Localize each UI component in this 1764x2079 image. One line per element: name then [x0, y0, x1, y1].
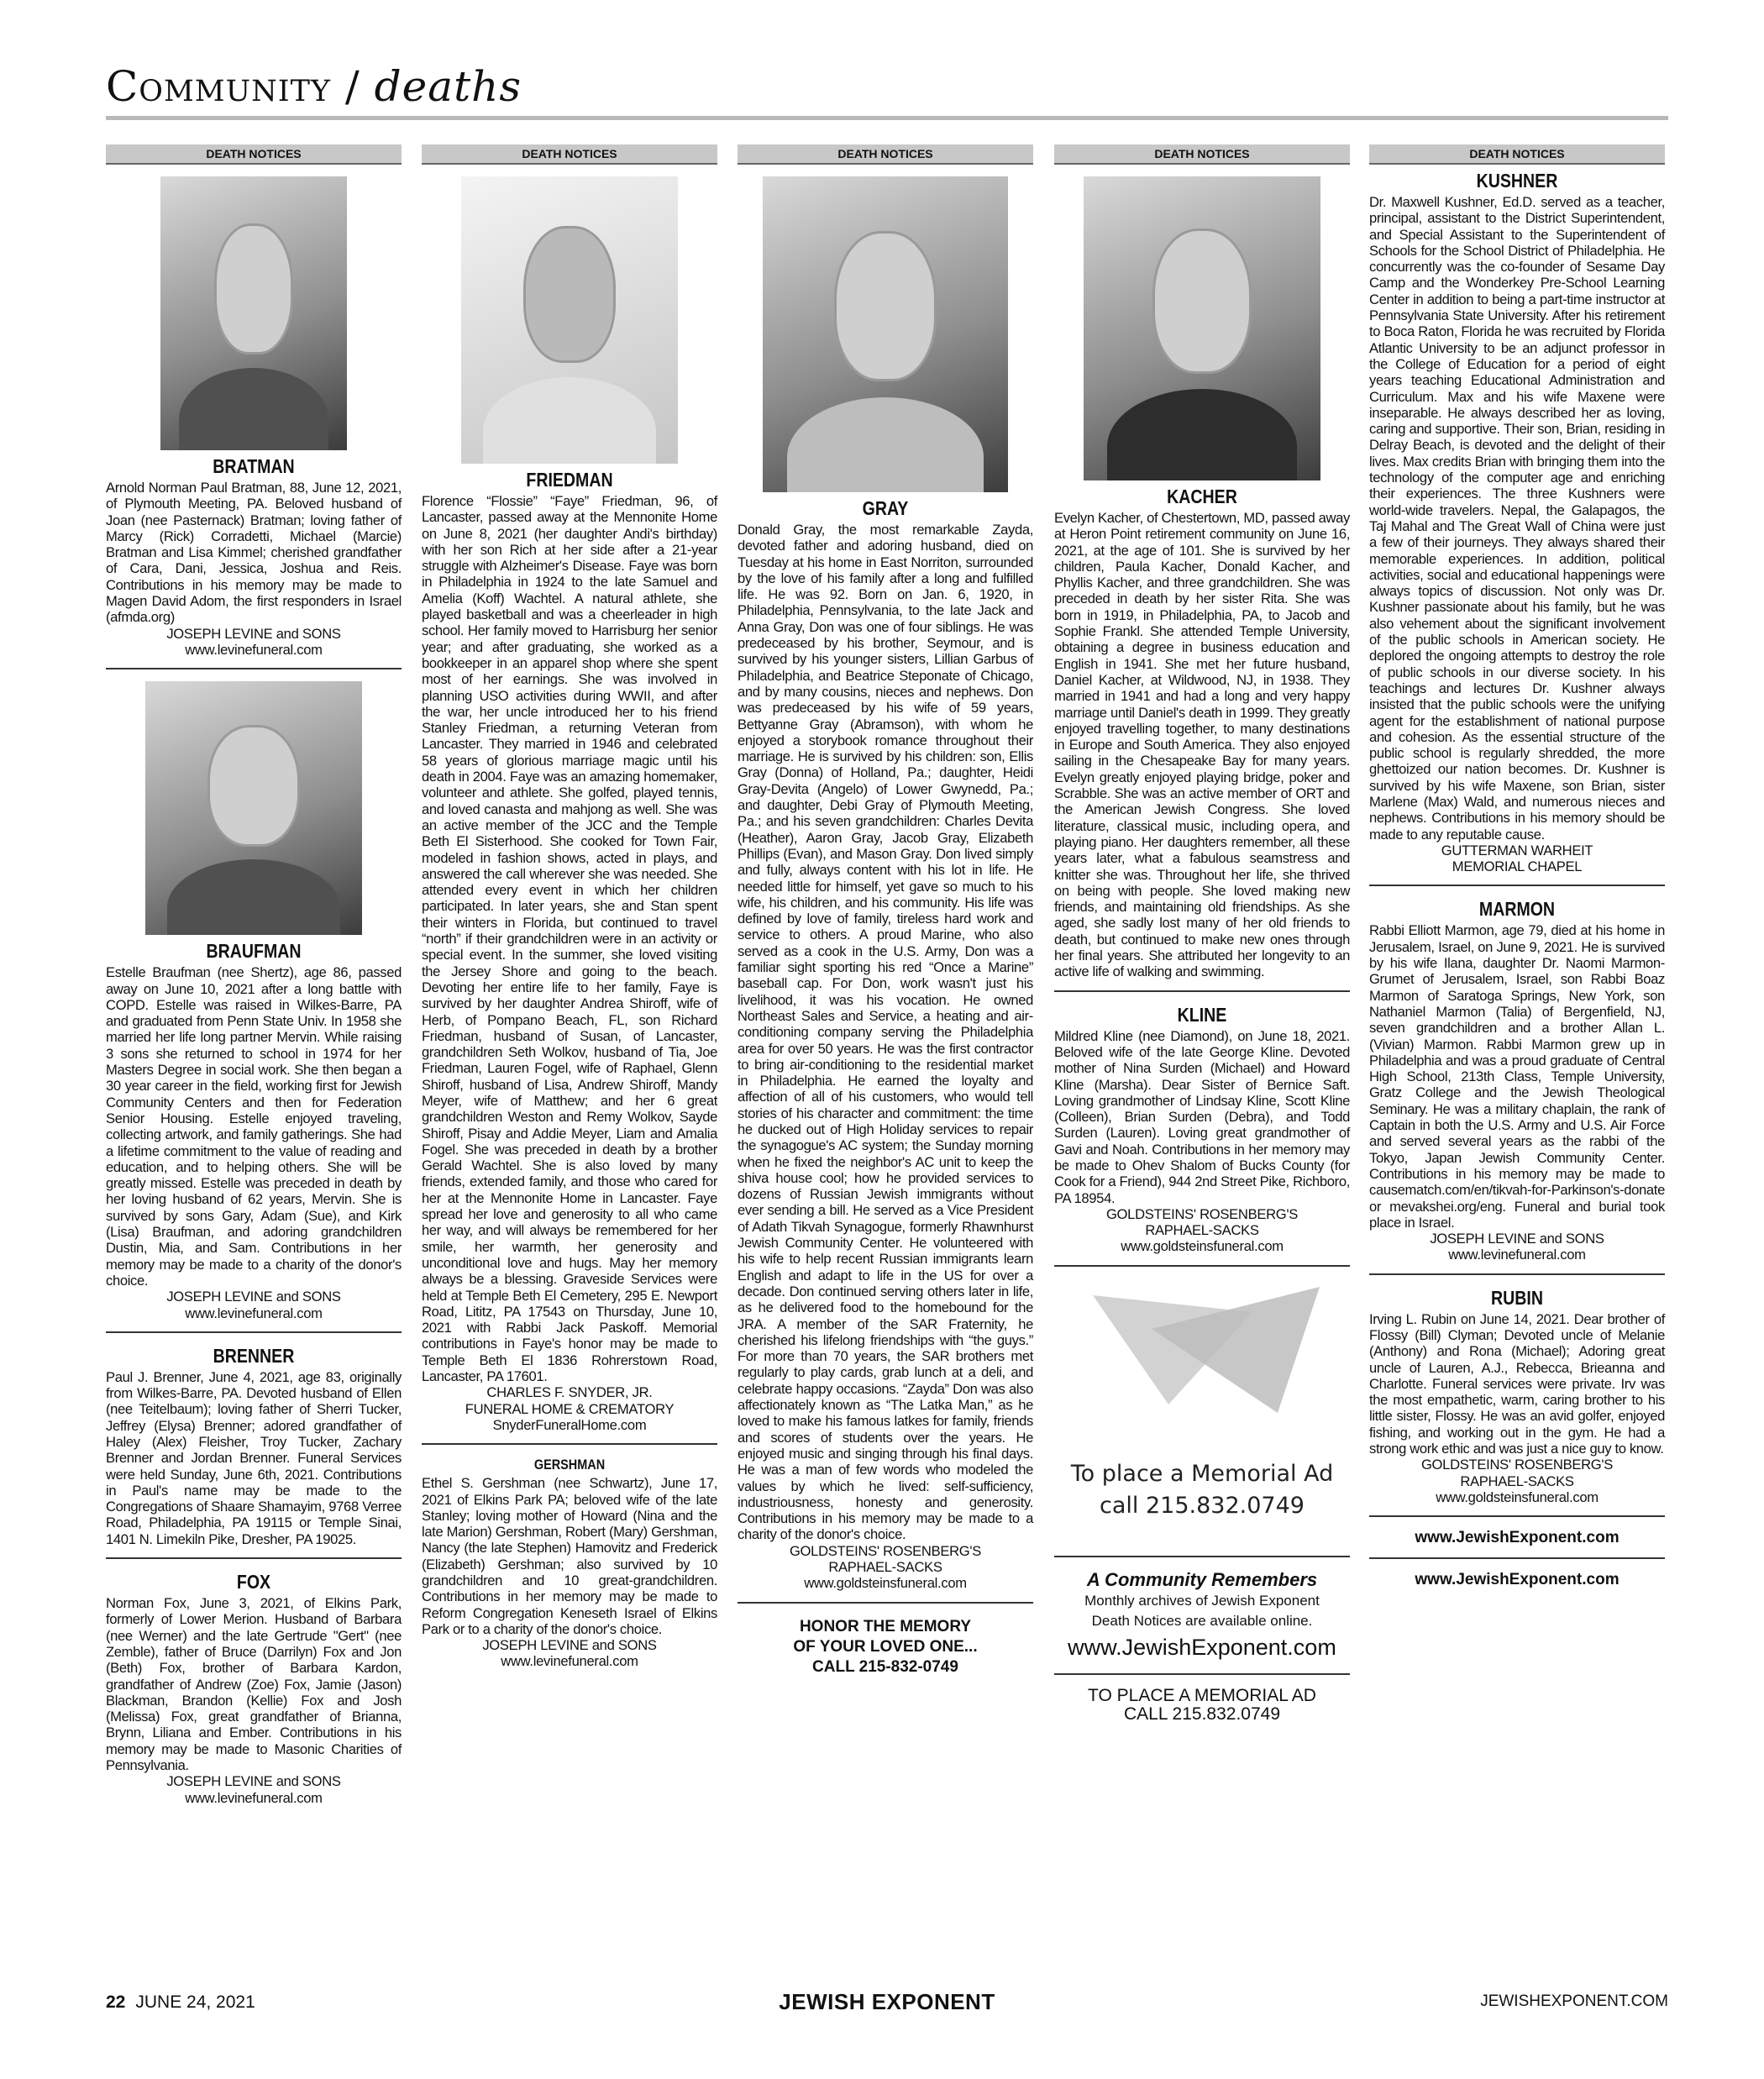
bratman-photo	[160, 176, 347, 450]
gray-photo	[763, 176, 1008, 492]
notice-text: Paul J. Brenner, June 4, 2021, age 83, originally from Wilkes-Barre, PA. Devoted husband of Ellen (nee Teitelbaum); loving father of Sherri Tucker, Jeffrey (Elysa) Brenner; adored grandfather of Haley (Alex) Fleisher, Troy Tucker, Zachary Brenner and Jordan Brenner. Funeral Services were held Sunday, June 6th, 2021. Contributions in Paul's name may be made to the Congregations of Shaare Shamayim, 9768 Verree Road, Philadelphia, PA 19115 or Temple Sinai, 1401 N. Limekiln Pike, Dresher, PA 19025.	[106, 1368, 402, 1547]
funeral-website[interactable]: www.levinefuneral.com	[185, 641, 323, 658]
notice-name: BRAUFMAN	[206, 940, 302, 963]
footer-site[interactable]: JEWISHEXPONENT.COM	[1480, 1992, 1668, 2010]
memorial-ad	[1054, 1458, 1350, 1522]
notice-name: KUSHNER	[1476, 170, 1558, 192]
funeral-home: JOSEPH LEVINE and SONS	[1430, 1231, 1604, 1247]
column-2	[422, 144, 717, 1670]
memorial-ad-line: To place a Memorial Ad	[1070, 1460, 1334, 1487]
section-subtitle: deaths	[374, 62, 522, 111]
funeral-home: GUTTERMAN WARHEIT	[1441, 842, 1593, 858]
notice-name: RUBIN	[1491, 1286, 1543, 1309]
funeral-home-line2: RAPHAEL-SACKS	[1145, 1222, 1259, 1239]
funeral-home: GOLDSTEINS' ROSENBERG'S	[1105, 1205, 1299, 1222]
column-label: DEATH NOTICES	[422, 144, 717, 165]
funeral-home-line2: MEMORIAL CHAPEL	[1452, 858, 1583, 875]
exponent-url[interactable]: www.JewishExponent.com	[1415, 1529, 1620, 1547]
funeral-website[interactable]: SnyderFuneralHome.com	[492, 1416, 647, 1433]
column-4	[1054, 144, 1350, 1724]
header-rule	[106, 116, 1668, 120]
memorial-ad-phone: call 215.832.0749	[1100, 1492, 1305, 1519]
page-footer	[106, 1989, 1668, 2018]
funeral-website[interactable]: www.goldsteinsfuneral.com	[1121, 1238, 1284, 1255]
masthead: JEWISH EXPONENT	[779, 1989, 995, 2014]
funeral-home-line2: RAPHAEL-SACKS	[1460, 1473, 1574, 1489]
community-remembers-url[interactable]: www.JewishExponent.com	[1068, 1634, 1336, 1660]
honor-line: HONOR THE MEMORY	[799, 1617, 972, 1635]
column-5	[1369, 144, 1665, 1589]
funeral-website[interactable]: www.levinefuneral.com	[1448, 1247, 1586, 1263]
funeral-website[interactable]: www.levinefuneral.com	[185, 1789, 323, 1806]
small-ad-line: TO PLACE A MEMORIAL AD	[1088, 1685, 1316, 1705]
column-1	[106, 144, 402, 1806]
notice-text: Evelyn Kacher, of Chestertown, MD, passed away at Heron Point retirement community on June 16, 2021, at the age of 101. She is survived by her children, Paula Kacher, Donald Kacher, and Phyllis Kacher, and three grandchildren. She was preceded in death by her sister Rita. She was born in 1919, in Philadelphia, PA, to Jacob and Sophie Frankl. She attended Temple University, obtaining a degree in business education and English in 1941. She met her future husband, Daniel Kacher, at Wildwood, NJ, in 1938. They married in 1941 and had a long and very happy marriage until Daniel's death in 1999. They greatly enjoyed travelling together, to many destinations in Europe and South America. They also enjoyed sailing in the Chesapeake Bay for many years. Evelyn greatly enjoyed playing bridge, poker and Scrabble. She was an active member of ORT and the American Jewish Congress. She loved literature, classical music, including opera, and playing piano. Her daughters remember, all these years later, what a fabulous seamstress and knitter she was. Throughout her life, she thrived on being with people. She loved making new friends, and maintaining old friendships. As she aged, she sadly lost many of her old friends to death, but continued to make new ones through her final years. She attributed her longevity to an active life of walking and swimming.	[1054, 510, 1350, 980]
star-of-david-icon	[1076, 1278, 1328, 1421]
honor-phone: CALL 215-832-0749	[812, 1657, 958, 1676]
notice-text: Irving L. Rubin on June 14, 2021. Dear brother of Flossy (Bill) Clyman; Devoted uncle of Melanie (Anthony) and Rona (Michael); Adoring great uncle of Lauren, A.J., Rebecca, Brieanna and Charlotte. Funeral services were private. Irv was the most empathetic, warm, caring brother to his little sister, Flossy. He was an avid golfer, enjoyed fishing, and working out in the gym. He had a strong work ethic and was just a nice guy to know.	[1369, 1310, 1665, 1457]
notice-name: KACHER	[1167, 486, 1237, 507]
kacher-photo	[1084, 176, 1320, 480]
community-remembers-line: Monthly archives of Jewish Exponent	[1084, 1592, 1320, 1609]
column-label: DEATH NOTICES	[1054, 144, 1350, 165]
funeral-website[interactable]: www.levinefuneral.com	[185, 1305, 323, 1321]
notice-name: GERSHMAN	[533, 1457, 606, 1473]
notice-text: Arnold Norman Paul Bratman, 88, June 12, 2021, of Plymouth Meeting, PA. Beloved husband of Joan (nee Pasternack) Bratman; loving father of Marcy (Rick) Corradetti, Michael (Marcie) Bratman and Lisa Kimmel; cherished grandfather of Cara, Dani, Jessica, Joshua and Reis. Contributions in his memory may be made to Magen David Adom, the first responders in Israel (afmda.org)	[106, 480, 402, 626]
funeral-home-line2: RAPHAEL-SACKS	[828, 1559, 942, 1575]
notice-name: MARMON	[1478, 898, 1556, 921]
honor-line: OF YOUR LOVED ONE...	[793, 1637, 978, 1656]
notice-text: Rabbi Elliott Marmon, age 79, died at his home in Jerusalem, Israel, on June 9, 2021. He is survived by his wife Ilana, daughter Dr. Naomi Marmon-Grumet of Jerusalem, Israel, son Rabbi Boaz Marmon of Saratoga Springs, New York, son Nathaniel Marmon (Talia) of Bergenfield, NJ, seven grandchildren and a brother Allan L. (Vivian) Marmon. Rabbi Marmon grew up in Philadelphia and was a proud graduate of Central High School, 213th Class, Temple University, Gratz College and the Jewish Theological Seminary. He was a military chaplain, the rank of Captain in both the U.S. Army and U.S. Air Force and served several years as the rabbi of the Tokyo, Japan Jewish Community Center. Contributions in his memory may be made to causematch.com/en/tikvah-for-Parkinson's-donate or mevakshei.org/eng. Funeral and burial took place in Israel.	[1369, 922, 1665, 1231]
funeral-home: JOSEPH LEVINE and SONS	[166, 1289, 341, 1305]
notice-name: FRIEDMAN	[526, 469, 613, 491]
notice-name: BRATMAN	[213, 455, 295, 477]
notice-text: Ethel S. Gershman (nee Schwartz), June 17, 2021 of Elkins Park PA; beloved wife of the late Stanley; loving mother of Howard (Nina and the late Marion) Gershman, Robert (Mary) Gershman, Nancy (the late Stephen) Hamovitz and Frederick (Elizabeth) Gershman; also survived by 10 grandchildren and 10 great-grandchildren. Contributions in her memory may be made to Reform Congregation Keneseth Israel of Elkins Park or to a charity of the donor's choice.	[422, 1475, 717, 1637]
funeral-home: CHARLES F. SNYDER, JR.	[486, 1384, 653, 1401]
funeral-home-line2: FUNERAL HOME & CREMATORY	[465, 1400, 675, 1417]
notice-name: KLINE	[1177, 1003, 1227, 1026]
funeral-home: JOSEPH LEVINE and SONS	[482, 1637, 657, 1654]
funeral-home: GOLDSTEINS' ROSENBERG'S	[1420, 1457, 1614, 1473]
community-remembers-line: Death Notices are available online.	[1091, 1612, 1313, 1629]
community-remembers-title: A Community Remembers	[1086, 1568, 1318, 1590]
notice-text: Dr. Maxwell Kushner, Ed.D. served as a teacher, principal, assistant to the District Superintendent, and Special Assistant to the Superintendent of Schools for the School District of Philadelphia. He concurrently was the co-founder of Sesame Day Camp and the Wonderkey Pre-School Learning Center in addition to being a part-time instructor at Pennsylvania State University. After his retirement to Boca Raton, Florida he was recruited by Florida Atlantic University to be an adjunct professor in the College of Education for a period of eight years teaching Educational Administration and Curriculum. Max and his wife Maxene were inseparable. He always described her as loving, caring and supportive. Their son, Brian, residing in Delray Beach, is devoted and the delight of their lives. Max credits Brian with bringing them into the technology of the computer age and enriching their experiences. The three Kushners were world-wide travelers. Nepal, the Galapagos, the Taj Mahal and The Great Wall of China were just a few of their journeys. They always shared their memorable experiences. In addition, political activities, social and educational happenings were always topics of discussion. Not only was Dr. Kushner passionate about his family, but he was also vehement about the significant involvement of the public schools in American society. He deplored the ongoing attempts to destroy the role of public schools in our diverse society. In his teachings and lectures Dr. Kushner always insisted that the public schools were the unifying agent for the establishment of national purpose and cohesion. As the essential structure of the public school is regularly shredded, the more ghettoized our nation becomes. Dr. Kushner is survived by his wife Maxene, son Brian, sister Marlene (Max) Wald, and numerous nieces and nephews. Contributions in his memory should be made to any reputable cause.	[1369, 194, 1665, 843]
page-header	[106, 62, 522, 111]
section-divider: /	[331, 62, 375, 111]
notice-text: Donald Gray, the most remarkable Zayda, devoted father and adoring husband, died on Tuesday at his home in East Norriton, surrounded by the love of his family after a long and fulfilled life. He was 92. Born on Jan. 6, 1920, in Philadelphia, Pennsylvania, to the late Jack and Anna Gray, Don was one of four siblings. He was predeceased by his brother, Seymour, and is survived by his younger sisters, Lillian Garbus of Philadelphia, and Beatrice Steponate of Chicago, and by many cousins, nieces and nephews. Don was predeceased by his wife of 59 years, Bettyanne Gray (Abramson), with whom he enjoyed a storybook romance throughout their marriage. He is survived by his children: son, Ellis Gray (Donna) of Holland, Pa.; daughter, Heidi Gray-Devita (Angelo) of Lower Gwynedd, Pa.; and daughter, Debi Gray of Plymouth Meeting, Pa.; and his seven grandchildren: Charles Devita (Heather), Aaron Gray, Jacob Gray, Elizabeth Phillips (Evan), and Mason Gray. Don lived simply and fully, always content with his lot in life. He needed little for himself, yet gave so much to his wife, his children, and his community. His life was defined by love of family, tireless hard work and service to others. A proud Marine, who also served as a cook in the U.S. Army, Don was a familiar sight sporting his red “Once a Marine” baseball cap. For Don, work wasn't just his livelihood, it was his vocation. He owned Northeast Sales and Service, a heating and air-conditioning company serving the Philadelphia area for over 50 years. He was the first contractor to bring air-conditioning to the residential market in Philadelphia. He earned the loyalty and affection of all of his customers, who would tell stories of his character and commitment: the time he ducked out of High Holiday services to repair the synagogue's AC system; the Sunday morning when he fixed the neighbor's AC unit to keep the shiva house cool; how he provided services to dozens of Russian Jewish immigrants without ever sending a bill. He served as a Vice President of Adath Tikvah Synagogue, formerly Rhawnhurst Jewish Community Center. He volunteered with his wife to help recent Russian immigrants learn English and adapt to life in the US for over a decade. Don continued serving others later in life, as he delivered food to the homebound for the JRA. A member of the SAR Fraternity, he cherished his lifelong friendships with “the guys.” For more than 70 years, the SAR brothers met regularly to play cards, grab lunch at a deli, and celebrate happy occasions. “Zayda” Don was also affectionately known as “The Latka Man,” as he loved to make his famous latkes for family, friends and scores of students over the years. He enjoyed music and singing through his final days. He was a man of few words who modeled the values by which he lived: self-sufficiency, industriousness, honesty and generosity. Contributions in his memory may be made to a charity of the donor's choice.	[738, 522, 1033, 1543]
notice-name: BRENNER	[213, 1344, 295, 1367]
notice-name: GRAY	[862, 497, 909, 519]
braufman-photo	[145, 681, 362, 935]
notice-name: FOX	[236, 1571, 271, 1593]
notice-text: Florence “Flossie” “Faye” Friedman, 96, of Lancaster, passed away at the Mennonite Home on June 8, 2021 (her daughter Andi's birthday) with her son Rich at her side after a 21-year struggle with Alzheimer's Disease. Faye was born in Philadelphia in 1924 to the late Samuel and Amelia (Koff) Wachtel. A natural athlete, she played basketball and was a cheerleader in high school. Her family moved to Harrisburg her senior year; and after graduating, she worked as a bookkeeper in an apparel shop where she spent most of her earnings. She was involved in planning USO activities during WWII, and after the war, her uncle introduced her to his friend Stanley Friedman, a returning Veteran from Lancaster. They married in 1946 and celebrated 58 years of glorious marriage magic until his death in 2004. Faye was an amazing homemaker, volunteer and athlete. She golfed, played tennis, and loved canasta and mahjong as well. She was an active member of the JCC and the Temple Beth El Sisterhood. She cooked for Town Fair, modeled in fashion shows, acted in plays, and answered the call wherever she was needed. She attended every event in which her children participated. In later years, she and Stan spent their winters in Florida, but continued to travel “north” if their grandchildren were in an activity or special event. In the summer, she loved visiting the Jersey Shore and going to the beach. Devoting her entire life to her family, Faye is survived by her daughter Andrea Shiroff, wife of Herb, of Pompano Beach, FL, son Richard Friedman, husband of Susan, of Lancaster, grandchildren Seth Wolkov, husband of Tia, Joe Friedman, Lauren Fogel, wife of Raphael, Glenn Shiroff, husband of Lisa, Andrew Shiroff, Mandy Meyer, wife of Matthew; and her 6 great grandchildren Weston and Remy Wolkov, Sayde Shiroff, Pisay and Addie Meyer, Liam and Amalia Fogel. She was preceded in death by a brother Gerald Wachtel. She is also loved by many friends, extended family, and those who cared for her at the Mennonite Home in Lancaster. Faye spread her love and generosity to all who came her way, and will always be remembered for her smile, her warmth, her generosity and unconditional love and hugs. May her memory always be a blessing. Graveside Services were held at Temple Beth El Cemetery, 295 E. Newport Road, Lititz, PA 17543 on Thursday, June 10, 2021 with Rabbi Jack Paskoff. Memorial contributions in Faye's honor may be made to Temple Beth El 1836 Rohrerstown Road, Lancaster, PA 17601.	[422, 493, 717, 1385]
honor-memory-ad	[738, 1617, 1033, 1677]
friedman-photo	[461, 176, 678, 464]
section-title	[106, 62, 522, 111]
funeral-website[interactable]: www.goldsteinsfuneral.com	[804, 1575, 967, 1592]
small-memorial-ad	[1054, 1687, 1350, 1724]
column-label: DEATH NOTICES	[738, 144, 1033, 165]
column-label: DEATH NOTICES	[1369, 144, 1665, 165]
section-name: Community	[106, 62, 332, 111]
issue-date: JUNE 24, 2021	[135, 1992, 255, 2012]
page-number: 22	[106, 1992, 126, 2012]
notice-text: Norman Fox, June 3, 2021, of Elkins Park, formerly of Lower Merion. Husband of Barbara (nee Werner) and the late Gertrude "Gert" (nee Zemble), father of Bruce (Darrilyn) Fox and Jon (Beth) Fox, brother of Barbara Kardon, grandfather of Andrew (Zoe) Fox, Jamie (Jason) Blackman, Brandon (Kellie) Fox and Josh (Melissa) Fox, great grandfather of Brianna, Brynn, Liliana and Ember. Contributions in his memory may be made to Masonic Charities of Pennsylvania.	[106, 1595, 402, 1774]
funeral-home: JOSEPH LEVINE and SONS	[166, 1773, 341, 1790]
funeral-home: JOSEPH LEVINE and SONS	[166, 625, 341, 642]
exponent-url[interactable]: www.JewishExponent.com	[1415, 1571, 1620, 1589]
funeral-website[interactable]: www.levinefuneral.com	[501, 1653, 638, 1670]
community-remembers	[1054, 1569, 1350, 1663]
funeral-website[interactable]: www.goldsteinsfuneral.com	[1436, 1488, 1599, 1505]
column-3	[738, 144, 1033, 1677]
notice-text: Mildred Kline (nee Diamond), on June 18, 2021. Beloved wife of the late George Kline. Devoted mother of Nina Surden (Michael) and Howard Kline (Marsha). Dear Sister of Bernice Saft. Loving grandmother of Lindsay Kline, Scott Kline (Colleen), Brian Surden (Debra), and Todd Surden (Lauren). Loving great grandmother of Gavi and Noah. Contributions in her memory may be made to Ohev Shalom of Bucks County (for Cook for a Friend), 944 2nd Street Pike, Richboro, PA 18954.	[1054, 1027, 1350, 1206]
small-ad-phone: CALL 215.832.0749	[1123, 1704, 1281, 1724]
column-label: DEATH NOTICES	[106, 144, 402, 165]
notice-text: Estelle Braufman (nee Shertz), age 86, passed away on June 10, 2021 after a long battle with COPD. Estelle was raised in Wilkes-Barre, PA and graduated from Penn State Univ. In 1958 she married her life long partner Mervin. While raising 3 sons she returned to school in 1974 for her Masters Degree in social work. She then began a 30 year career in the field, working first for Jewish Community Centers and then for Federation Senior Housing. Estelle enjoyed traveling, collecting artwork, and family gatherings. She had a lifetime commitment to the value of reading and education, and to helping others. She will be greatly missed. Estelle was preceded in death by her loving husband of 62 years, Mervin. She is survived by sons Gary, Adam (Sue), and Kirk (Lisa) Braufman, and adoring grandchildren Dustin, Mia, and Sam. Contributions in her memory may be made to a charity of the donor's choice.	[106, 964, 402, 1289]
funeral-home: GOLDSTEINS' ROSENBERG'S	[789, 1542, 982, 1559]
